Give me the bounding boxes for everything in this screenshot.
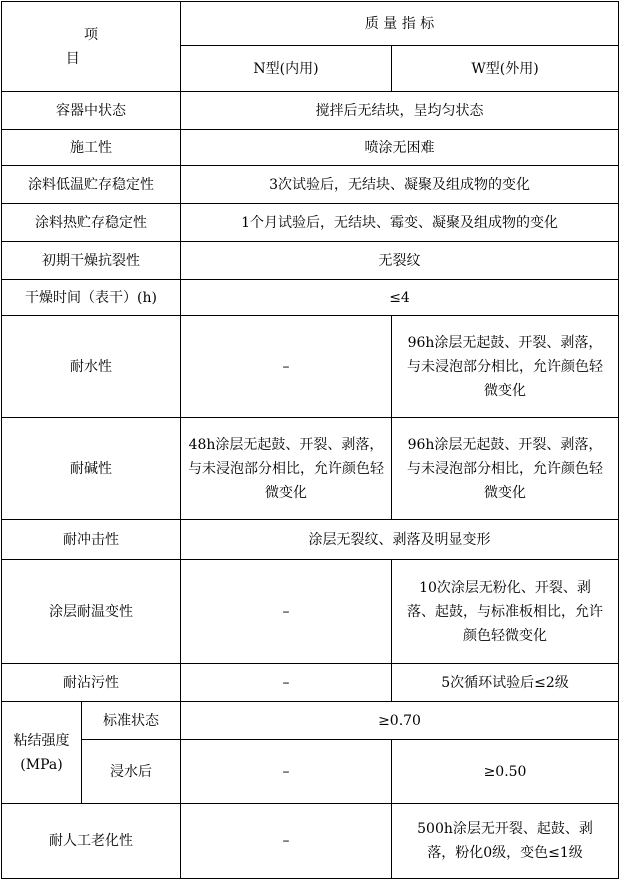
bond-label: 粘结强度 — [13, 732, 70, 749]
table-row — [2, 664, 619, 702]
table-row — [2, 560, 619, 664]
table-row — [2, 130, 619, 166]
bond-unit: (MPa) — [20, 756, 63, 773]
row-label: 涂层耐温变性 — [2, 560, 181, 664]
row-label: 耐冲击性 — [2, 520, 181, 560]
table-row — [2, 280, 619, 316]
bond-soaked-row — [2, 740, 619, 804]
aging-w: 500h涂层无开裂、起鼓、剥落，粉化0级，变色≤1级 — [417, 821, 593, 861]
aging-w-cell — [392, 804, 619, 879]
row-label: 耐水性 — [2, 316, 181, 418]
table-row — [2, 92, 619, 130]
row-label: 耐碱性 — [2, 418, 181, 520]
bond-standard-value: ≥0.70 — [181, 702, 619, 740]
table-row — [2, 418, 619, 520]
header-row-1 — [2, 2, 619, 46]
row-label: 涂料热贮存稳定性 — [2, 204, 181, 242]
quality-header-cell — [181, 2, 619, 46]
row-label: 容器中状态 — [2, 92, 181, 130]
row-value-n: – — [181, 664, 392, 702]
bond-standard-row — [2, 702, 619, 740]
item-header: 项 目 — [65, 26, 135, 67]
row-value-n: – — [181, 316, 392, 418]
row-value-n: – — [181, 560, 392, 664]
row-label: 涂料低温贮存稳定性 — [2, 166, 181, 204]
row-value-n-cell — [181, 418, 392, 520]
row-value-w-cell — [392, 418, 619, 520]
type-n-header: N型(内用) — [181, 46, 392, 92]
table-row — [2, 316, 619, 418]
row-value: 无裂纹 — [181, 242, 619, 280]
row-label: 初期干燥抗裂性 — [2, 242, 181, 280]
table-row — [2, 166, 619, 204]
row-value: 搅拌后无结块，呈均匀状态 — [181, 92, 619, 130]
row-value-w-cell — [392, 560, 619, 664]
row-value-w: 10次涂层无粉化、开裂、剥落、起鼓，与标准板相比，允许颜色轻微变化 — [407, 579, 604, 644]
row-label: 干燥时间（表干）(h) — [2, 280, 181, 316]
row-value: 3次试验后，无结块、凝聚及组成物的变化 — [181, 166, 619, 204]
table-row — [2, 242, 619, 280]
row-value-w: 5次循环试验后≤2级 — [392, 664, 619, 702]
table-row — [2, 204, 619, 242]
item-header-cell — [2, 2, 181, 92]
row-value-w: 96h涂层无起鼓、开裂、剥落，与未浸泡部分相比，允许颜色轻微变化 — [407, 334, 604, 399]
bond-standard-label: 标准状态 — [82, 702, 181, 740]
row-value: ≤4 — [181, 280, 619, 316]
bond-soaked-n: – — [181, 740, 392, 804]
aging-label: 耐人工老化性 — [2, 804, 181, 879]
aging-n: – — [181, 804, 392, 879]
bond-soaked-w: ≥0.50 — [392, 740, 619, 804]
row-value: 1个月试验后，无结块、霉变、凝聚及组成物的变化 — [181, 204, 619, 242]
row-value-n: 48h涂层无起鼓、开裂、剥落，与未浸泡部分相比，允许颜色轻微变化 — [188, 436, 385, 501]
quality-spec-table — [1, 1, 619, 879]
row-value-w: 96h涂层无起鼓、开裂、剥落，与未浸泡部分相比，允许颜色轻微变化 — [407, 436, 604, 501]
row-value: 涂层无裂纹、剥落及明显变形 — [181, 520, 619, 560]
table-row — [2, 520, 619, 560]
row-value-w-cell — [392, 316, 619, 418]
aging-row — [2, 804, 619, 879]
row-value: 喷涂无困难 — [181, 130, 619, 166]
row-label: 施工性 — [2, 130, 181, 166]
bond-label-cell — [2, 702, 82, 804]
bond-soaked-label: 浸水后 — [82, 740, 181, 804]
quality-header: 质 量 指 标 — [364, 15, 435, 32]
type-w-header: W型(外用) — [392, 46, 619, 92]
row-label: 耐沾污性 — [2, 664, 181, 702]
